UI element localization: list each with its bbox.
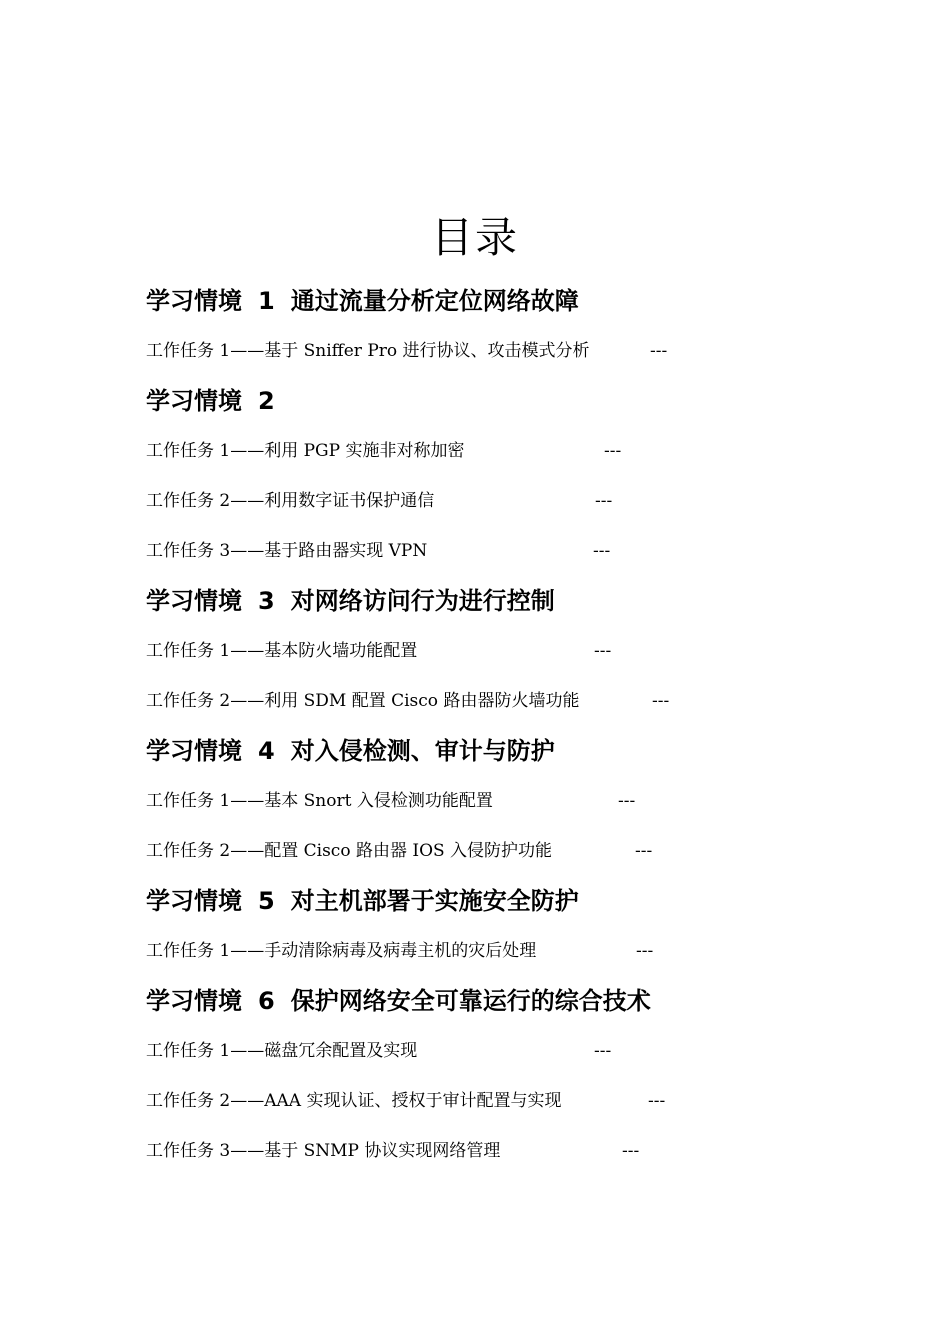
section-label: 学习情境 [146,887,242,915]
section-title: 对网络访问行为进行控制 [290,587,555,615]
task-title: 工作任务 1——基本 Snort 入侵检测功能配置 [146,791,493,811]
toc-entry [146,526,846,576]
task-title: 工作任务 1——磁盘冗余配置及实现 [146,1041,418,1061]
toc-entry [146,776,846,826]
page-leader: --- [595,491,613,511]
page-leader: --- [594,641,612,661]
toc-list [146,276,846,1176]
task-title: 工作任务 2——利用数字证书保护通信 [146,491,435,511]
section-number: 5 [258,887,275,915]
section-heading-2 [146,376,846,426]
toc-entry [146,1026,846,1076]
toc-entry [146,826,846,876]
task-title: 工作任务 1——基本防火墙功能配置 [146,641,418,661]
page-leader: --- [650,341,668,361]
section-title: 保护网络安全可靠运行的综合技术 [290,987,651,1015]
toc-entry [146,676,846,726]
task-title: 工作任务 1——手动清除病毒及病毒主机的灾后处理 [146,941,537,961]
page-leader: --- [604,441,622,461]
toc-entry [146,326,846,376]
toc-entry [146,926,846,976]
section-number: 3 [258,587,275,615]
section-label: 学习情境 [146,587,242,615]
page-leader: --- [594,1041,612,1061]
section-title: 对主机部署于实施安全防护 [290,887,579,915]
toc-entry [146,426,846,476]
toc-title: 目录 [430,213,519,262]
task-title: 工作任务 1——基于 Sniffer Pro 进行协议、攻击模式分析 [146,341,590,361]
page-leader: --- [622,1141,640,1161]
toc-entry [146,1076,846,1126]
page-leader: --- [593,541,611,561]
section-heading-1 [146,276,846,326]
section-label: 学习情境 [146,737,242,765]
toc-entry [146,476,846,526]
section-number: 6 [258,987,275,1015]
section-heading-3 [146,576,846,626]
section-heading-5 [146,876,846,926]
section-number: 2 [258,387,275,415]
section-label: 学习情境 [146,987,242,1015]
page-leader: --- [635,841,653,861]
task-title: 工作任务 1——利用 PGP 实施非对称加密 [146,441,465,461]
page-leader: --- [636,941,654,961]
task-title: 工作任务 3——基于 SNMP 协议实现网络管理 [146,1141,501,1161]
section-title: 通过流量分析定位网络故障 [290,287,579,315]
section-heading-4 [146,726,846,776]
section-number: 1 [258,287,275,315]
section-label: 学习情境 [146,287,242,315]
task-title: 工作任务 2——配置 Cisco 路由器 IOS 入侵防护功能 [146,841,553,861]
section-label: 学习情境 [146,387,242,415]
task-title: 工作任务 2——利用 SDM 配置 Cisco 路由器防火墙功能 [146,691,580,711]
section-heading-6 [146,976,846,1026]
section-number: 4 [258,737,275,765]
section-title: 对入侵检测、审计与防护 [290,737,555,765]
task-title: 工作任务 3——基于路由器实现 VPN [146,541,428,561]
toc-entry [146,1126,846,1176]
page-leader: --- [618,791,636,811]
page-leader: --- [648,1091,666,1111]
toc-entry [146,626,846,676]
page-leader: --- [652,691,670,711]
task-title: 工作任务 2——AAA 实现认证、授权于审计配置与实现 [146,1091,562,1111]
